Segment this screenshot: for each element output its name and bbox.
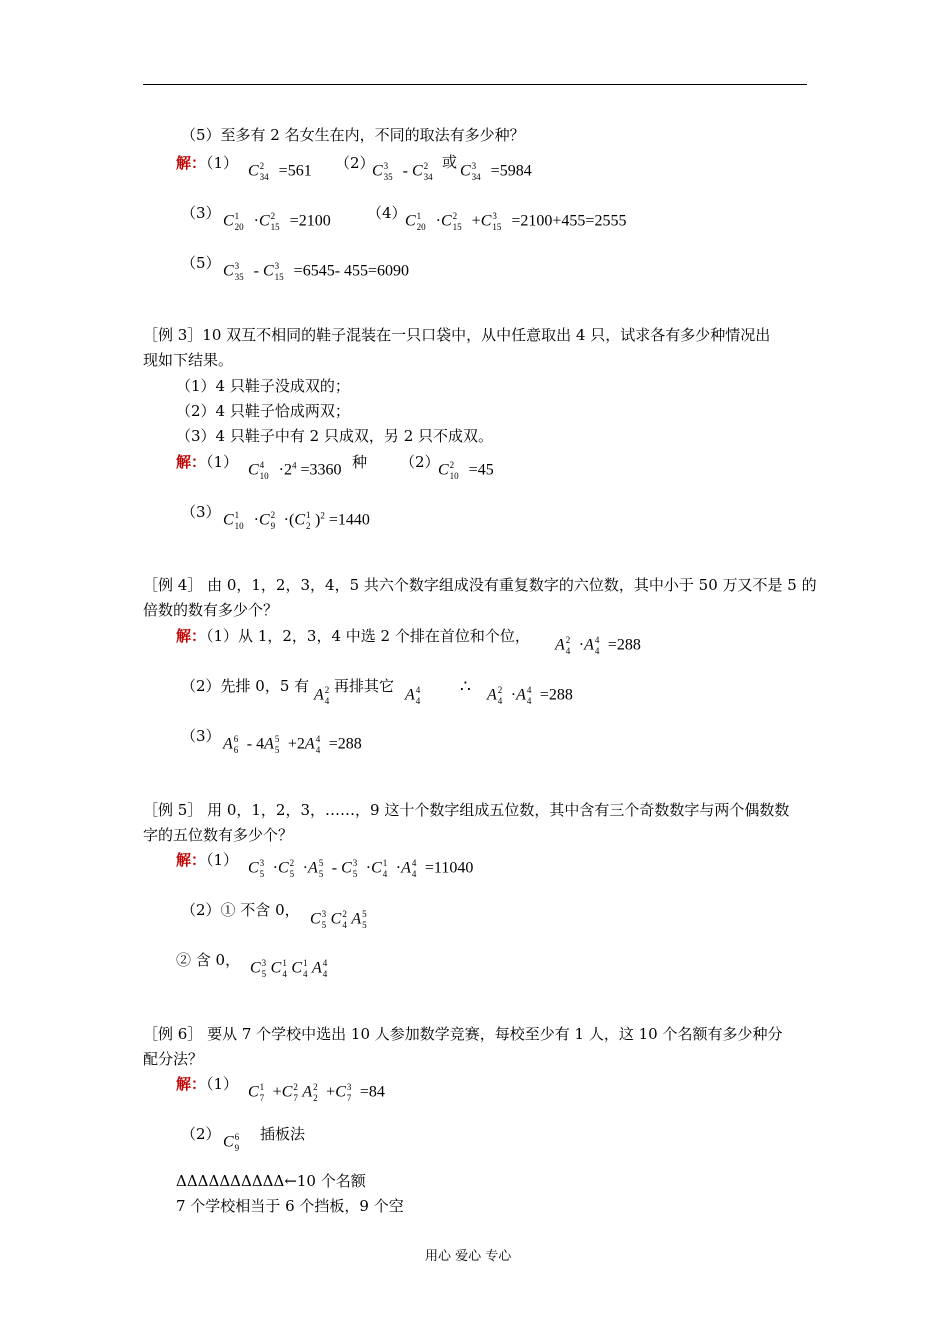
step-text: （2）先排 0，5 有 <box>181 677 310 695</box>
formula-ex3-1-result: =3360 <box>300 461 342 479</box>
formula-3-result: =2100 <box>289 212 331 230</box>
step-label: （2） <box>335 154 375 172</box>
example-4-text: ［例 4］ 由 0，1，2，3，4，5 共六个数字组成没有重复数字的六位数，其中小于 50 万又不是 5 的 <box>143 576 817 594</box>
step-label: （3） <box>181 727 221 745</box>
formula-ex4-3-result: =288 <box>328 735 362 753</box>
step-label: （1） <box>206 453 239 471</box>
step-label: （1） <box>206 1075 239 1093</box>
formula-ex6-2: C 6 9 <box>223 1132 240 1153</box>
formula-1-result: =561 <box>278 162 312 180</box>
formula-ex6-1-result: =84 <box>359 1083 385 1101</box>
formula-2b: C 3 34 =5984 <box>460 161 532 182</box>
solution-heading <box>176 853 238 868</box>
formula-3: C 1 20 ·C 2 15 =2100 <box>223 211 331 232</box>
jie-label: 解： <box>176 154 207 172</box>
solution-heading <box>176 629 530 644</box>
jie-label: 解： <box>176 453 207 471</box>
step-text: 再排其它 <box>334 677 395 695</box>
header-rule <box>143 84 807 85</box>
formula-5: C 3 35 - C 3 15 =6545- 455=6090 <box>223 261 410 282</box>
formula-ex3-2: C 2 10 =45 <box>438 460 494 481</box>
final-line: 7 个学校相当于 6 个挡板，9 个空 <box>176 1197 404 1215</box>
formula-1: C 2 34 =561 <box>248 161 312 182</box>
formula-ex3-3-result: =1440 <box>328 511 370 529</box>
zhong-label: 种 <box>352 453 368 471</box>
example-3-question: （1）4 只鞋子没成双的； <box>176 377 350 395</box>
formula-2: C 3 35 - C 2 34 <box>372 161 433 182</box>
formula-ex3-1: C 4 10 $\cdot 2^4 =3360$ <box>248 460 342 481</box>
jie-label: 解： <box>176 627 207 645</box>
method-label: 插板法 <box>260 1125 306 1143</box>
jie-label: 解： <box>176 851 207 869</box>
step-label: （3） <box>181 204 221 222</box>
step-label: （4） <box>367 204 407 222</box>
question-5: （5）至多有 2 名女生在内，不同的取法有多少种？ <box>181 126 525 144</box>
formula-ex4-3: A 6 6 - 4A 5 5 +2A 4 4 =288 <box>223 734 362 755</box>
formula-ex5-3: C 3 5 C 1 4 C 1 4 A 4 4 <box>250 958 328 979</box>
or-label: 或 <box>442 153 458 171</box>
page-footer: 用心 爱心 专心 <box>425 1249 512 1264</box>
formula-ex4-2a: A 2 4 <box>314 685 330 706</box>
example-6-text: ［例 6］ 要从 7 个学校中选出 10 人参加数学竞赛，每校至少有 1 人，这 10 个名额有多少种分 <box>143 1025 783 1043</box>
jie-label: 解： <box>176 1075 207 1093</box>
example-4-text: 倍数的数有多少个？ <box>143 601 279 619</box>
step-text: （2）① 不含 0， <box>181 901 300 919</box>
step-label: （5） <box>181 254 221 272</box>
formula-ex5-2: C 3 5 C 2 4 A 5 5 <box>310 909 367 930</box>
step-label: （1） <box>206 154 239 172</box>
formula-5-result: =6545- 455=6090 <box>293 262 410 280</box>
example-3-text: 现如下结果。 <box>143 351 234 369</box>
formula-ex4-2b: A 4 4 <box>405 685 421 706</box>
example-3-question: （3）4 只鞋子中有 2 只成双，另 2 只不成双。 <box>176 427 494 445</box>
step-label: （1） <box>206 851 239 869</box>
step-text: （1）从 1，2，3，4 中选 2 个排在首位和个位， <box>206 627 530 645</box>
example-3-text: ［例 3］10 双互不相同的鞋子混装在一只口袋中，从中任意取出 4 只，试求各有多少种情况出 <box>143 326 771 344</box>
step-label: （2） <box>400 453 440 471</box>
formula-ex6-1: C 1 7 +C 2 7 A 2 2 +C 3 7 =84 <box>248 1082 385 1103</box>
formula-ex3-2-result: =45 <box>468 461 494 479</box>
formula-4-result: =2100+455=2555 <box>511 212 627 230</box>
formula-ex4-2-result: =288 <box>539 686 573 704</box>
formula-ex4-1: A 2 4 ·A 4 4 =288 <box>555 635 641 656</box>
formula-2-result: =5984 <box>490 162 532 180</box>
example-5-text: ［例 5］ 用 0，1，2，3，……，9 这十个数字组成五位数，其中含有三个奇数数字与两个偶数数 <box>143 801 790 819</box>
example-3-question: （2）4 只鞋子恰成两双； <box>176 402 350 420</box>
example-6-text: 配分法？ <box>143 1050 204 1068</box>
formula-ex5-1: C 3 5 ·C 2 5 ·A 5 5 - C 3 5 ·C 1 4 ·A 4 4 =11040 <box>248 858 474 879</box>
formula-4: C 1 20 ·C 2 15 +C 3 15 =2100+455=2555 <box>405 211 627 232</box>
triangles-line: ΔΔΔΔΔΔΔΔΔΔ←10 个名额 <box>176 1172 366 1190</box>
solution-heading <box>176 1077 238 1092</box>
formula-ex5-1-result: =11040 <box>424 859 474 877</box>
therefore-symbol: ∴ <box>460 677 471 697</box>
formula-ex3-3: C 1 10 ·C 2 9 ·(C 1 2 )$^2$ =1440 <box>223 510 370 531</box>
solution-heading <box>176 156 238 171</box>
step-label: （2） <box>181 1125 221 1143</box>
step-label: （3） <box>181 503 221 521</box>
formula-ex4-1-result: =288 <box>607 636 641 654</box>
solution-heading <box>176 455 238 470</box>
formula-ex4-2c: A 2 4 ·A 4 4 =288 <box>487 685 573 706</box>
example-5-text: 字的五位数有多少个？ <box>143 826 294 844</box>
step-text: ② 含 0， <box>176 951 241 969</box>
